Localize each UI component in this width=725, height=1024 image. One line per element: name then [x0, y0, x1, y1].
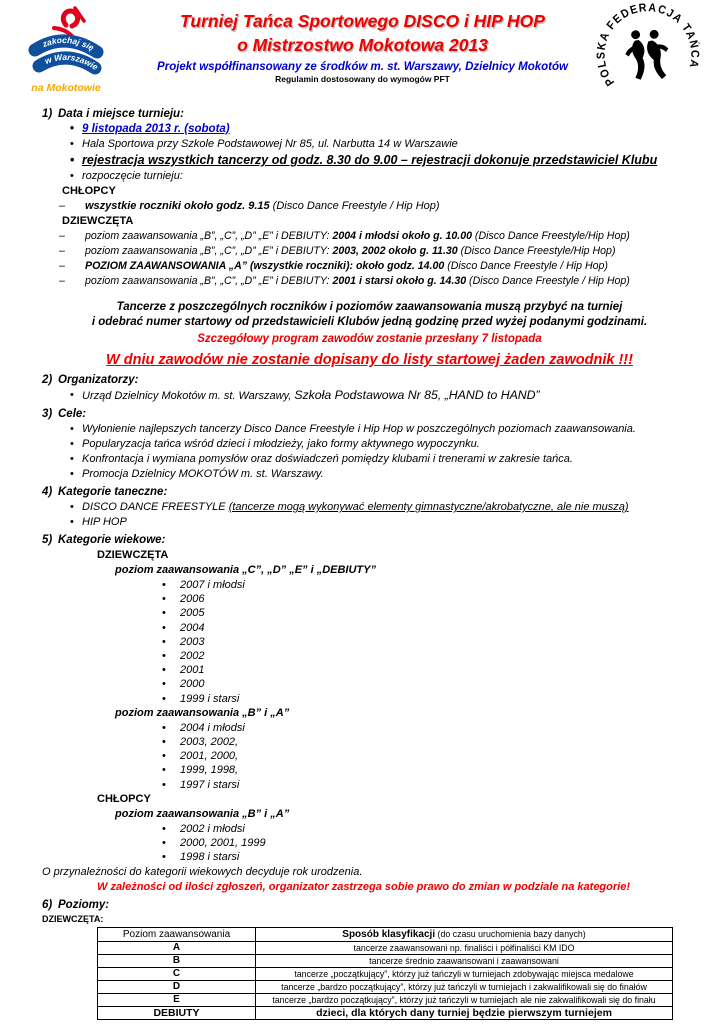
section-5-heading	[42, 532, 697, 548]
schedule-time: 2004 i młodsi około g. 10.00	[332, 230, 472, 242]
category-name: DISCO DANCE FREESTYLE	[82, 501, 229, 513]
document-body	[0, 102, 725, 1020]
section-4-heading	[42, 484, 697, 500]
girls-cde-years-list	[42, 578, 697, 706]
goal-text: Konfrontacja i wymiana pomysłów oraz doświadczeń pomiędzy klubami i trenerami w zakresie tańca.	[82, 453, 573, 465]
title-line-2: o Mistrzostwo Mokotowa 2013	[237, 35, 488, 55]
year-item: • 2000	[180, 677, 697, 691]
level-cell: A	[98, 942, 256, 955]
document-header	[0, 0, 725, 102]
girls-ba-years-list	[42, 721, 697, 792]
girls-cde-level-header: poziom zaawansowania „C”, „D” „E” i „DEBIUTY”	[115, 564, 376, 576]
year-item: • 2003	[180, 635, 697, 649]
tournament-date	[42, 122, 697, 137]
section-2-heading	[42, 372, 697, 388]
registration-info	[42, 152, 697, 169]
year-item: • 1998 i starsi	[180, 850, 697, 864]
section-2-title: Organizatorzy:	[58, 374, 139, 386]
classification-cell: tancerze „początkujący”, którzy już tańczyli w turniejach zdobywając miejsca medalowe	[256, 968, 673, 981]
level-cell: B	[98, 955, 256, 968]
section-3-title: Cele:	[58, 408, 87, 420]
goal-item	[42, 452, 697, 467]
level-column-header: Poziom zaawansowania	[98, 928, 256, 942]
regulation-note: Regulamin dostosowany do wymogów PFT	[275, 74, 450, 84]
classification-cell: tancerze „bardzo początkujący”, którzy już tańczyli w turniejach i zakwalifikowali się do finałów	[256, 981, 673, 994]
year-item: • 2006	[180, 592, 697, 606]
schedule-styles: (Disco Dance Freestyle/Hip Hop)	[457, 245, 616, 257]
section-1-title: Data i miejsce turnieju:	[58, 108, 184, 120]
year-item: • 2003, 2002,	[180, 735, 697, 749]
schedule-time: POZIOM ZAAWANSOWANIA „A” (wszystkie roczniki): około godz. 14.00	[85, 260, 445, 272]
level-cell: E	[98, 994, 256, 1007]
year-item: • 2001	[180, 663, 697, 677]
table-row	[98, 942, 673, 955]
year-item: • 2004 i młodsi	[180, 721, 697, 735]
level-cell: D	[98, 981, 256, 994]
schedule-styles: (Disco Dance Freestyle / Hip Hop)	[444, 260, 608, 272]
year-item: • 2000, 2001, 1999	[180, 836, 697, 850]
year-item: • 1997 i starsi	[180, 778, 697, 792]
category-name: HIP HOP	[82, 516, 127, 528]
year-item: • 2005	[180, 606, 697, 620]
goal-text: Popularyzacja tańca wśród dzieci i młodzieży, jako formy aktywnego wypoczynku.	[82, 438, 480, 450]
levels-table	[97, 927, 673, 1020]
year-item: • 1999 i starsi	[180, 692, 697, 706]
table-row-debiuty	[98, 1007, 673, 1020]
boys-ba-level-header: poziom zaawansowania „B” i „A”	[115, 807, 290, 820]
document-subtitle: Projekt współfinansowany ze środków m. st. Warszawy, Dzielnicy Mokotów	[157, 61, 568, 73]
category-note: (tancerze mogą wykonywać elementy gimnastyczne/akrobatyczne, ale nie muszą)	[228, 501, 629, 513]
dance-category-hiphop	[42, 515, 697, 530]
schedule-styles: (Disco Dance Freestyle / Hip Hop)	[466, 275, 630, 287]
section-4-title: Kategorie taneczne:	[58, 486, 168, 498]
warsaw-syrenka-icon	[26, 5, 106, 100]
organizers-item	[42, 388, 697, 404]
level-cell: DEBIUTY	[98, 1007, 256, 1020]
schedule-time: 2003, 2002 około g. 11.30	[332, 245, 458, 257]
year-item: • 2004	[180, 621, 697, 635]
tournament-date-text: 9 listopada 2013 r. (sobota)	[82, 123, 230, 135]
pft-stamp-icon	[586, 0, 709, 118]
schedule-prefix: poziom zaawansowania „B”, „C”, „D” „E” i DEBIUTY:	[85, 245, 333, 257]
organizer-city: Urząd Dzielnicy Mokotów m. st. Warszawy,	[82, 390, 295, 402]
document-title	[112, 9, 613, 57]
classification-cell: dzieci, dla których dany turniej będzie pierwszym turniejem	[256, 1007, 673, 1020]
table-row	[98, 981, 673, 994]
boys-schedule-time: wszystkie roczniki około godz. 9.15	[85, 200, 270, 212]
no-late-registration-warning: W dniu zawodów nie zostanie dopisany do listy startowej żaden zawodnik !!!	[106, 352, 633, 368]
goal-text: Promocja Dzielnicy MOKOTÓW m. st. Warszawy.	[82, 468, 324, 480]
program-notice: Szczegółowy program zawodów zostanie przesłany 7 listopada	[197, 333, 542, 345]
polska-federacja-tanca-logo	[595, 0, 701, 115]
section-5-title: Kategorie wiekowe:	[58, 534, 166, 546]
svg-text:na Mokotowie: na Mokotowie	[31, 82, 101, 94]
dancing-couple-icon	[622, 25, 674, 84]
dance-category-disco	[42, 500, 697, 515]
svg-text:zakochaj się: zakochaj się	[40, 34, 96, 53]
section-6-heading	[42, 897, 697, 913]
schedule-prefix: poziom zaawansowania „B”, „C”, „D” „E” i DEBIUTY:	[85, 275, 333, 287]
title-line-1: Turniej Tańca Sportowego DISCO i HIP HOP	[180, 11, 545, 31]
arrival-notice	[42, 300, 697, 330]
tournament-venue-text: Hala Sportowa przy Szkole Podstawowej Nr 85, ul. Narbutta 14 w Warszawie	[82, 138, 458, 150]
section-6-number: 6)	[42, 899, 53, 912]
goal-item	[42, 467, 697, 482]
boys-schedule-line	[42, 199, 697, 214]
girls-schedule-line	[42, 244, 697, 259]
arrival-notice-line-2: i odebrać numer startowy od przedstawicieli Klubów jedną godzinę przed wyżej podanymi godzinami.	[91, 316, 648, 328]
girls-schedule-line	[42, 229, 697, 244]
classification-header-note: (do czasu uruchomienia bazy danych)	[435, 929, 586, 940]
classification-cell: tancerze średnio zaawansowani i zaawansowani	[256, 955, 673, 968]
zakochaj-sie-na-mokotowie-logo	[26, 5, 106, 105]
section-6-title: Poziomy:	[58, 899, 110, 912]
schedule-prefix: poziom zaawansowania „B”, „C”, „D” „E” i DEBIUTY:	[85, 230, 333, 242]
table-header-row	[98, 928, 673, 942]
tournament-opening-text: rozpoczęcie turnieju:	[82, 170, 183, 182]
classification-header-bold: Sposób klasyfikacji	[342, 929, 436, 941]
boys-schedule-styles: (Disco Dance Freestyle / Hip Hop)	[269, 200, 440, 212]
svg-text:POLSKA FEDERACJA TAŃCA: POLSKA FEDERACJA TAŃCA	[595, 1, 701, 88]
year-item: • 1999, 1998,	[180, 763, 697, 777]
section-3-heading	[42, 406, 697, 422]
boys-ba-years-list	[42, 822, 697, 865]
section-3-number: 3)	[42, 408, 53, 420]
schedule-time: 2001 i starsi około g. 14.30	[332, 275, 467, 287]
girls-ba-level-header: poziom zaawansowania „B” i „A”	[115, 706, 290, 719]
arrival-notice-line-1: Tancerze z poszczególnych roczników i poziomów zaawansowania muszą przybyć na turniej	[116, 301, 623, 313]
classification-column-header	[256, 928, 673, 942]
goal-item	[42, 422, 697, 437]
tournament-opening	[42, 169, 697, 184]
classification-cell: tancerze zaawansowani np. finaliści i półfinaliści KM IDO	[256, 942, 673, 955]
section-5-number: 5)	[42, 534, 53, 546]
svg-text:w Warszawie: w Warszawie	[43, 51, 100, 73]
tournament-venue	[42, 137, 697, 152]
section-4-number: 4)	[42, 486, 53, 498]
age-group-girls-label: DZIEWCZĘTA	[97, 549, 169, 561]
schedule-styles: (Disco Dance Freestyle/Hip Hop)	[471, 230, 630, 242]
girls-label: DZIEWCZĘTA	[62, 215, 134, 227]
section-2-number: 2)	[42, 374, 53, 386]
level-cell: C	[98, 968, 256, 981]
categories-change-warning: W zależności od ilości zgłoszeń, organizator zastrzega sobie prawo do zmian w podziale na kategorie!	[97, 881, 630, 894]
table-row	[98, 994, 673, 1007]
table-row	[98, 955, 673, 968]
registration-info-text: rejestracja wszystkich tancerzy od godz. 8.30 do 9.00 – rejestracji dokonuje przedstawiciel Klubu	[82, 153, 658, 167]
girls-schedule-line	[42, 259, 697, 274]
age-group-boys-label: CHŁOPCY	[97, 792, 151, 805]
goal-item	[42, 437, 697, 452]
year-item: • 2007 i młodsi	[180, 578, 697, 592]
goal-text: Wyłonienie najlepszych tancerzy Disco Dance Freestyle i Hip Hop w poszczególnych poziomach zaawansowania.	[82, 423, 636, 435]
table-row	[98, 968, 673, 981]
year-item: • 2002	[180, 649, 697, 663]
boys-label: CHŁOPCY	[62, 185, 116, 197]
section-1-number: 1)	[42, 108, 53, 120]
classification-cell: tancerze „bardzo początkujący”, którzy już tańczyli w turniejach ale nie zakwalifikowali się do finału	[256, 994, 673, 1007]
girls-schedule-line	[42, 274, 697, 289]
organizer-school: Szkoła Podstawowa Nr 85, „HAND to HAND”	[294, 388, 540, 402]
year-item: • 2001, 2000,	[180, 749, 697, 763]
birth-year-note: O przynależności do kategorii wiekowych decyduje rok urodzenia.	[42, 866, 363, 879]
year-item: • 2002 i młodsi	[180, 822, 697, 836]
girls-levels-label: DZIEWCZĘTA:	[42, 914, 104, 925]
